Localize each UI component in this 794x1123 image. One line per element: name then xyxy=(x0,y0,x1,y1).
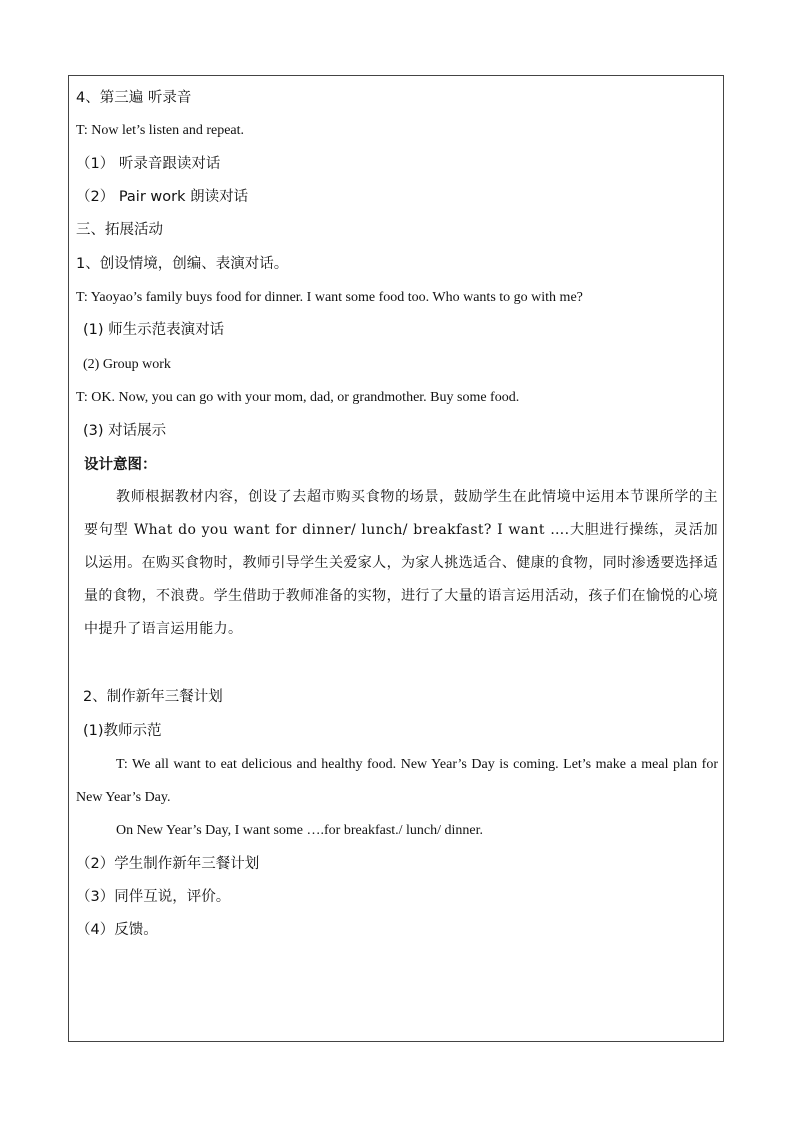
step3-heading: 4、第三遍 听录音 xyxy=(76,90,192,106)
activity2-item-2: （2）学生制作新年三餐计划 xyxy=(76,856,260,872)
activity2-item-4: （4）反馈。 xyxy=(76,922,158,938)
activity1-heading: 1、创设情境，创编、表演对话。 xyxy=(76,256,289,272)
step3-item-1: （1） 听录音跟读对话 xyxy=(76,156,221,172)
design-intent-heading: 设计意图： xyxy=(84,457,157,473)
activity1-teacher-line: T: Yaoyao’s family buys food for dinner. I want some food too. Who wants to go with me? xyxy=(76,290,583,305)
activity2-item-1: (1)教师示范 xyxy=(83,723,162,739)
section3-heading: 三、拓展活动 xyxy=(76,222,163,238)
activity2-item-3: （3）同伴互说，评价。 xyxy=(76,889,231,905)
design-intent-paragraph: 教师根据教材内容，创设了去超市购买食物的场景，鼓励学生在此情境中运用本节课所学的主要句型 What do you want for dinner/ lunch/ breakfast? I want ….大胆进行操练，灵活加以运用。在购买食物时，教师引导学生关爱家人，为家人挑选适合、健康的食物，同时渗透要选择适量的食物，不浪费。学生借助于教师准备的实物，进行了大量的语言运用活动，孩子们在愉悦的心境中提升了语言运用能力。 xyxy=(84,489,718,637)
activity2-heading: 2、制作新年三餐计划 xyxy=(83,689,223,705)
activity1-teacher-line-2: T: OK. Now, you can go with your mom, dad, or grandmother. Buy some food. xyxy=(76,390,520,405)
activity1-item-1: (1) 师生示范表演对话 xyxy=(83,322,225,338)
step3-item-2: （2） Pair work 朗读对话 xyxy=(76,189,249,205)
activity1-item-2: (2) Group work xyxy=(83,357,171,372)
activity2-teacher-line: T: We all want to eat delicious and healthy food. New Year’s Day is coming. Let’s make a meal plan for New Year’s Day. xyxy=(76,757,718,805)
activity2-example-sentence: On New Year’s Day, I want some ….for breakfast./ lunch/ dinner. xyxy=(116,823,484,838)
activity1-item-3: (3) 对话展示 xyxy=(83,423,167,439)
step3-teacher-line: T: Now let’s listen and repeat. xyxy=(76,123,245,138)
